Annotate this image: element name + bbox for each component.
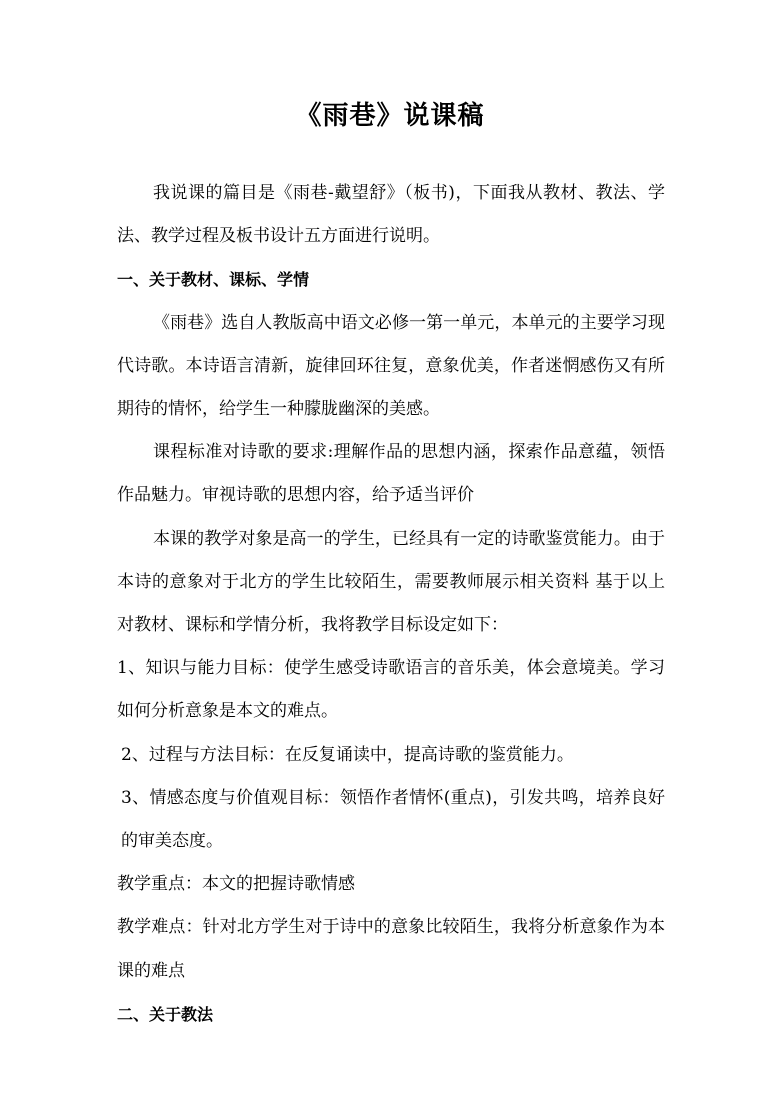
curriculum-standard-paragraph: 课程标准对诗歌的要求:理解作品的思想内涵，探索作品意蕴，领悟作品魅力。审视诗歌的思想内容，给予适当评价 <box>117 442 665 506</box>
objective-emotion: 3、情感态度与价值观目标：领悟作者情怀(重点)，引发共鸣，培养良好的审美态度。 <box>121 787 665 852</box>
section-heading-textbook: 一、关于教材、课标、学情 <box>117 270 310 290</box>
students-paragraph: 本课的教学对象是高一的学生，已经具有一定的诗歌鉴赏能力。由于本诗的意象对于北方的学生比较陌生，需要教师展示相关资料 基于以上对教材、课标和学情分析，我将教学目标设定如下： <box>117 528 665 636</box>
section-heading-method: 二、关于教法 <box>117 1004 214 1024</box>
textbook-paragraph: 《雨巷》选自人教版高中语文必修一第一单元，本单元的主要学习现代诗歌。本诗语言清新，旋律回环往复，意象优美，作者迷惘感伤又有所期待的情怀，给学生一种朦胧幽深的美感。 <box>117 312 665 420</box>
teaching-key-point: 教学重点：本文的把握诗歌情感 <box>117 874 355 895</box>
document-body <box>117 172 665 1036</box>
document-title: 《雨巷》说课稿 <box>295 101 485 131</box>
teaching-difficulty: 教学难点：针对北方学生对于诗中的意象比较陌生，我将分析意象作为本课的难点 <box>117 917 665 981</box>
objective-knowledge: 1、知识与能力目标：使学生感受诗歌语言的音乐美，体会意境美。学习如何分析意象是本文的难点。 <box>117 658 665 722</box>
objective-process: 2、过程与方法目标：在反复诵读中，提高诗歌的鉴赏能力。 <box>121 744 574 765</box>
intro-paragraph: 我说课的篇目是《雨巷-戴望舒》（板书)，下面我从教材、教法、学法、教学过程及板书设计五方面进行说明。 <box>117 183 665 247</box>
